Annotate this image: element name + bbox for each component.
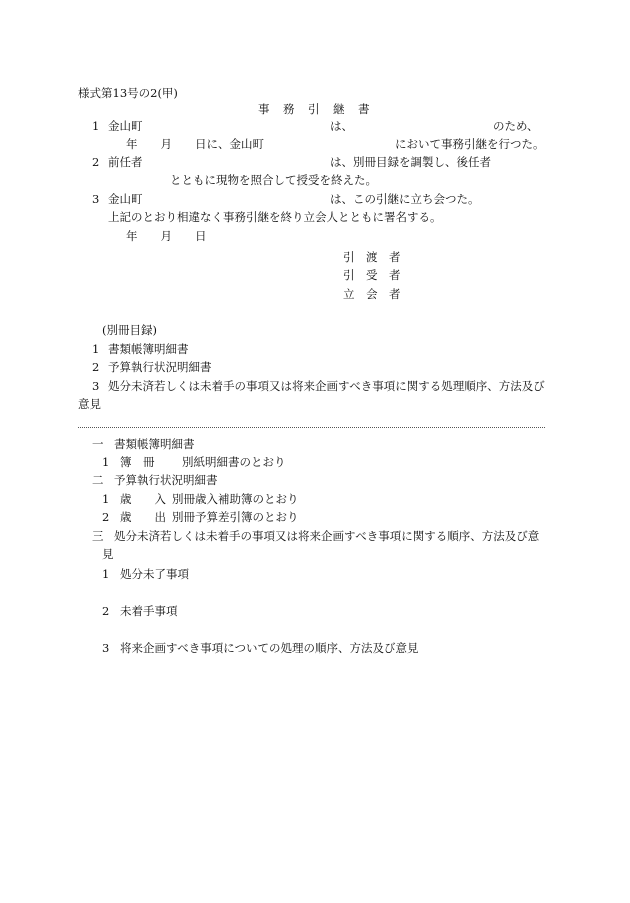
section2-title: 予算執行状況明細書 (114, 473, 218, 487)
section2-item2-text: 別冊予算差引簿のとおり (172, 510, 299, 524)
clause1-town: 金山町 (108, 119, 143, 133)
clause2-number: 2 (92, 155, 100, 169)
clause1-ha: は、 (330, 119, 353, 133)
appendix-heading: (別冊目録) (102, 323, 157, 337)
clause3-number: 3 (92, 192, 100, 206)
section3-title-continuation: 見 (102, 547, 114, 561)
signatory-witness: 立 会 者 (343, 287, 401, 301)
appendix-item3-number: 3 (92, 379, 100, 393)
section3-item1-text: 処分未了事項 (120, 567, 189, 581)
dotted-divider (78, 427, 545, 428)
section1-item1-text: 別紙明細書のとおり (182, 455, 286, 469)
document-title: 事 務 引 継 書 (258, 102, 371, 116)
section2-item1-label: 歳 入 (120, 492, 166, 506)
appendix-item2-text: 予算執行状況明細書 (108, 360, 212, 374)
section3-item2-number: 2 (102, 604, 110, 618)
signatory-transferor: 引 渡 者 (343, 250, 401, 264)
clause1-for: のため、 (493, 119, 539, 133)
appendix-item2-number: 2 (92, 360, 100, 374)
section2-number: 二 (92, 473, 104, 487)
section2-item2-label: 歳 出 (120, 510, 166, 524)
statement: 上記のとおり相違なく事務引継を終り立会人とともに署名する。 (108, 210, 442, 224)
section1-number: 一 (92, 437, 104, 451)
section2-item1-number: 1 (102, 492, 110, 506)
section1-title: 書類帳簿明細書 (114, 437, 195, 451)
appendix-item3-text: 処分未済若しくは未着手の事項又は将来企画すべき事項に関する処理順序、方法及び (108, 379, 545, 393)
clause2-predecessor: 前任者 (108, 155, 143, 169)
section2-item2-number: 2 (102, 510, 110, 524)
clause1-did: において事務引継を行つた。 (395, 137, 545, 151)
clause2-line2: とともに現物を照合して授受を終えた。 (170, 173, 377, 187)
sign-date: 年 月 日 (126, 229, 207, 243)
form-number: 様式第13号の2(甲) (78, 86, 178, 100)
section3-number: 三 (92, 529, 104, 543)
appendix-item3-continuation: 意見 (78, 397, 101, 411)
clause1-number: 1 (92, 119, 100, 133)
section1-item1-label: 簿 冊 (120, 455, 155, 469)
section3-title: 処分未済若しくは未着手の事項又は将来企画すべき事項に関する順序、方法及び意 (114, 529, 540, 543)
signatory-receiver: 引 受 者 (343, 268, 401, 282)
appendix-item1-text: 書類帳簿明細書 (108, 342, 189, 356)
clause3-line-end: は、この引継に立ち会つた。 (330, 192, 480, 206)
section1-item1-number: 1 (102, 455, 110, 469)
section3-item3-number: 3 (102, 641, 110, 655)
section2-item1-text: 別冊歳入補助簿のとおり (172, 492, 299, 506)
clause1-date: 年 月 日に、金山町 (126, 137, 264, 151)
section3-item2-text: 未着手事項 (120, 604, 178, 618)
appendix-item1-number: 1 (92, 342, 100, 356)
section3-item3-text: 将来企画すべき事項についての処理の順序、方法及び意見 (120, 641, 419, 655)
section3-item1-number: 1 (102, 567, 110, 581)
clause3-town: 金山町 (108, 192, 143, 206)
clause2-line1-end: は、別冊目録を調製し、後任者 (330, 155, 491, 169)
